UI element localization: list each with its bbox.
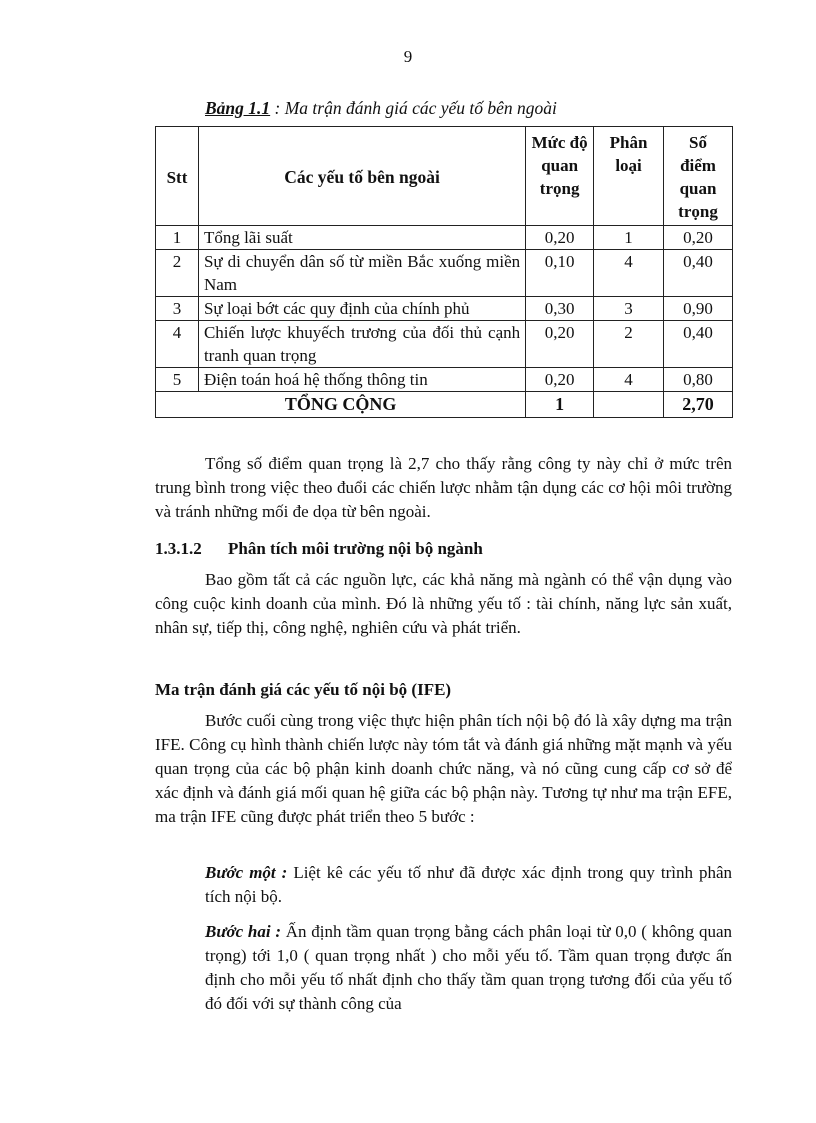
- table-caption-label: Bảng 1.1: [205, 98, 271, 118]
- step-label: Bước hai :: [205, 922, 282, 941]
- subheading-ife: Ma trận đánh giá các yếu tố nội bộ (IFE): [155, 680, 452, 699]
- section-number: 1.3.1.2: [155, 539, 202, 558]
- table-row: [156, 368, 733, 392]
- step-two: [205, 920, 732, 1016]
- cell-rating: 4: [594, 250, 664, 297]
- cell-factor: Điện toán hoá hệ thống thông tin: [198, 368, 525, 392]
- cell-rating: 1: [594, 226, 664, 250]
- step-one: [205, 861, 732, 909]
- cell-stt: 5: [156, 368, 199, 392]
- cell-weight: 0,10: [526, 250, 594, 297]
- section-heading: [155, 537, 483, 561]
- table-caption-text: : Ma trận đánh giá các yếu tố bên ngoài: [270, 98, 557, 118]
- table-row: [156, 321, 733, 368]
- table-header-row: [156, 127, 733, 226]
- header-rating: Phân loại: [594, 127, 664, 226]
- cell-factor: Chiến lược khuyếch trương của đối thủ cạnh tranh quan trọng: [198, 321, 525, 368]
- cell-score: 0,20: [664, 226, 733, 250]
- cell-weight: 0,20: [526, 368, 594, 392]
- cell-factor: Tổng lãi suất: [198, 226, 525, 250]
- cell-score: 0,90: [664, 297, 733, 321]
- table-row: [156, 226, 733, 250]
- step-text: Liệt kê các yếu tố như đã được xác định trong quy trình phân tích nội bộ.: [205, 863, 732, 906]
- paragraph-internal-environment: Bao gồm tất cả các nguồn lực, các khả năng mà ngành có thể vận dụng vào công cuộc kinh doanh của mình. Đó là những yếu tố : tài chính, năng lực sản xuất, nhân sự, tiếp thị, công nghệ, nghiên cứu và phát triển.: [155, 570, 732, 637]
- total-label: TỔNG CỘNG: [156, 392, 526, 418]
- table-caption: [205, 98, 557, 119]
- cell-score: 0,40: [664, 321, 733, 368]
- page-number: 9: [403, 47, 413, 66]
- cell-weight: 0,20: [526, 321, 594, 368]
- cell-stt: 4: [156, 321, 199, 368]
- cell-factor: Sự di chuyển dân số từ miền Bắc xuống miền Nam: [198, 250, 525, 297]
- total-weight: 1: [526, 392, 594, 418]
- paragraph-ife-intro: Bước cuối cùng trong việc thực hiện phân tích nội bộ đó là xây dựng ma trận IFE. Công cụ hình thành chiến lược này tóm tắt và đánh giá những mặt mạnh và yếu quan trọng của các bộ phận kinh doanh chức năng, và nó cũng cung cấp cơ sở để xác định và đánh giá mối quan hệ giữa các bộ phận này. Tương tự như ma trận EFE, ma trận IFE cũng được phát triển theo 5 bước :: [155, 711, 732, 826]
- table-total-row: [156, 392, 733, 418]
- cell-rating: 2: [594, 321, 664, 368]
- section-title: Phân tích môi trường nội bộ ngành: [228, 539, 483, 558]
- header-score: Số điểm quan trọng: [664, 127, 733, 226]
- table-row: [156, 297, 733, 321]
- table-row: [156, 250, 733, 297]
- cell-weight: 0,20: [526, 226, 594, 250]
- cell-stt: 2: [156, 250, 199, 297]
- paragraph-total-score: Tổng số điểm quan trọng là 2,7 cho thấy rằng công ty này chỉ ở mức trên trung bình trong việc theo đuổi các chiến lược nhằm tận dụng các cơ hội môi trường và tránh những mối đe dọa từ bên ngoài.: [155, 454, 732, 521]
- efe-matrix-table: [155, 126, 733, 418]
- cell-stt: 1: [156, 226, 199, 250]
- cell-rating: 4: [594, 368, 664, 392]
- cell-weight: 0,30: [526, 297, 594, 321]
- cell-factor: Sự loại bớt các quy định của chính phủ: [198, 297, 525, 321]
- total-score: 2,70: [664, 392, 733, 418]
- step-label: Bước một :: [205, 863, 288, 882]
- step-text: Ấn định tầm quan trọng bằng cách phân loại từ 0,0 ( không quan trọng) tới 1,0 ( quan trọng nhất ) cho mỗi yếu tố. Tầm quan trọng được ấn định cho mỗi yếu tố nhất định cho thấy tầm quan trọng tương đối của yếu tố đó đối với sự thành công của: [205, 922, 732, 1013]
- cell-rating: 3: [594, 297, 664, 321]
- header-stt: Stt: [156, 127, 199, 226]
- cell-stt: 3: [156, 297, 199, 321]
- total-rating: [594, 392, 664, 418]
- cell-score: 0,40: [664, 250, 733, 297]
- cell-score: 0,80: [664, 368, 733, 392]
- header-weight: Mức độ quan trọng: [526, 127, 594, 226]
- header-factor: Các yếu tố bên ngoài: [198, 127, 525, 226]
